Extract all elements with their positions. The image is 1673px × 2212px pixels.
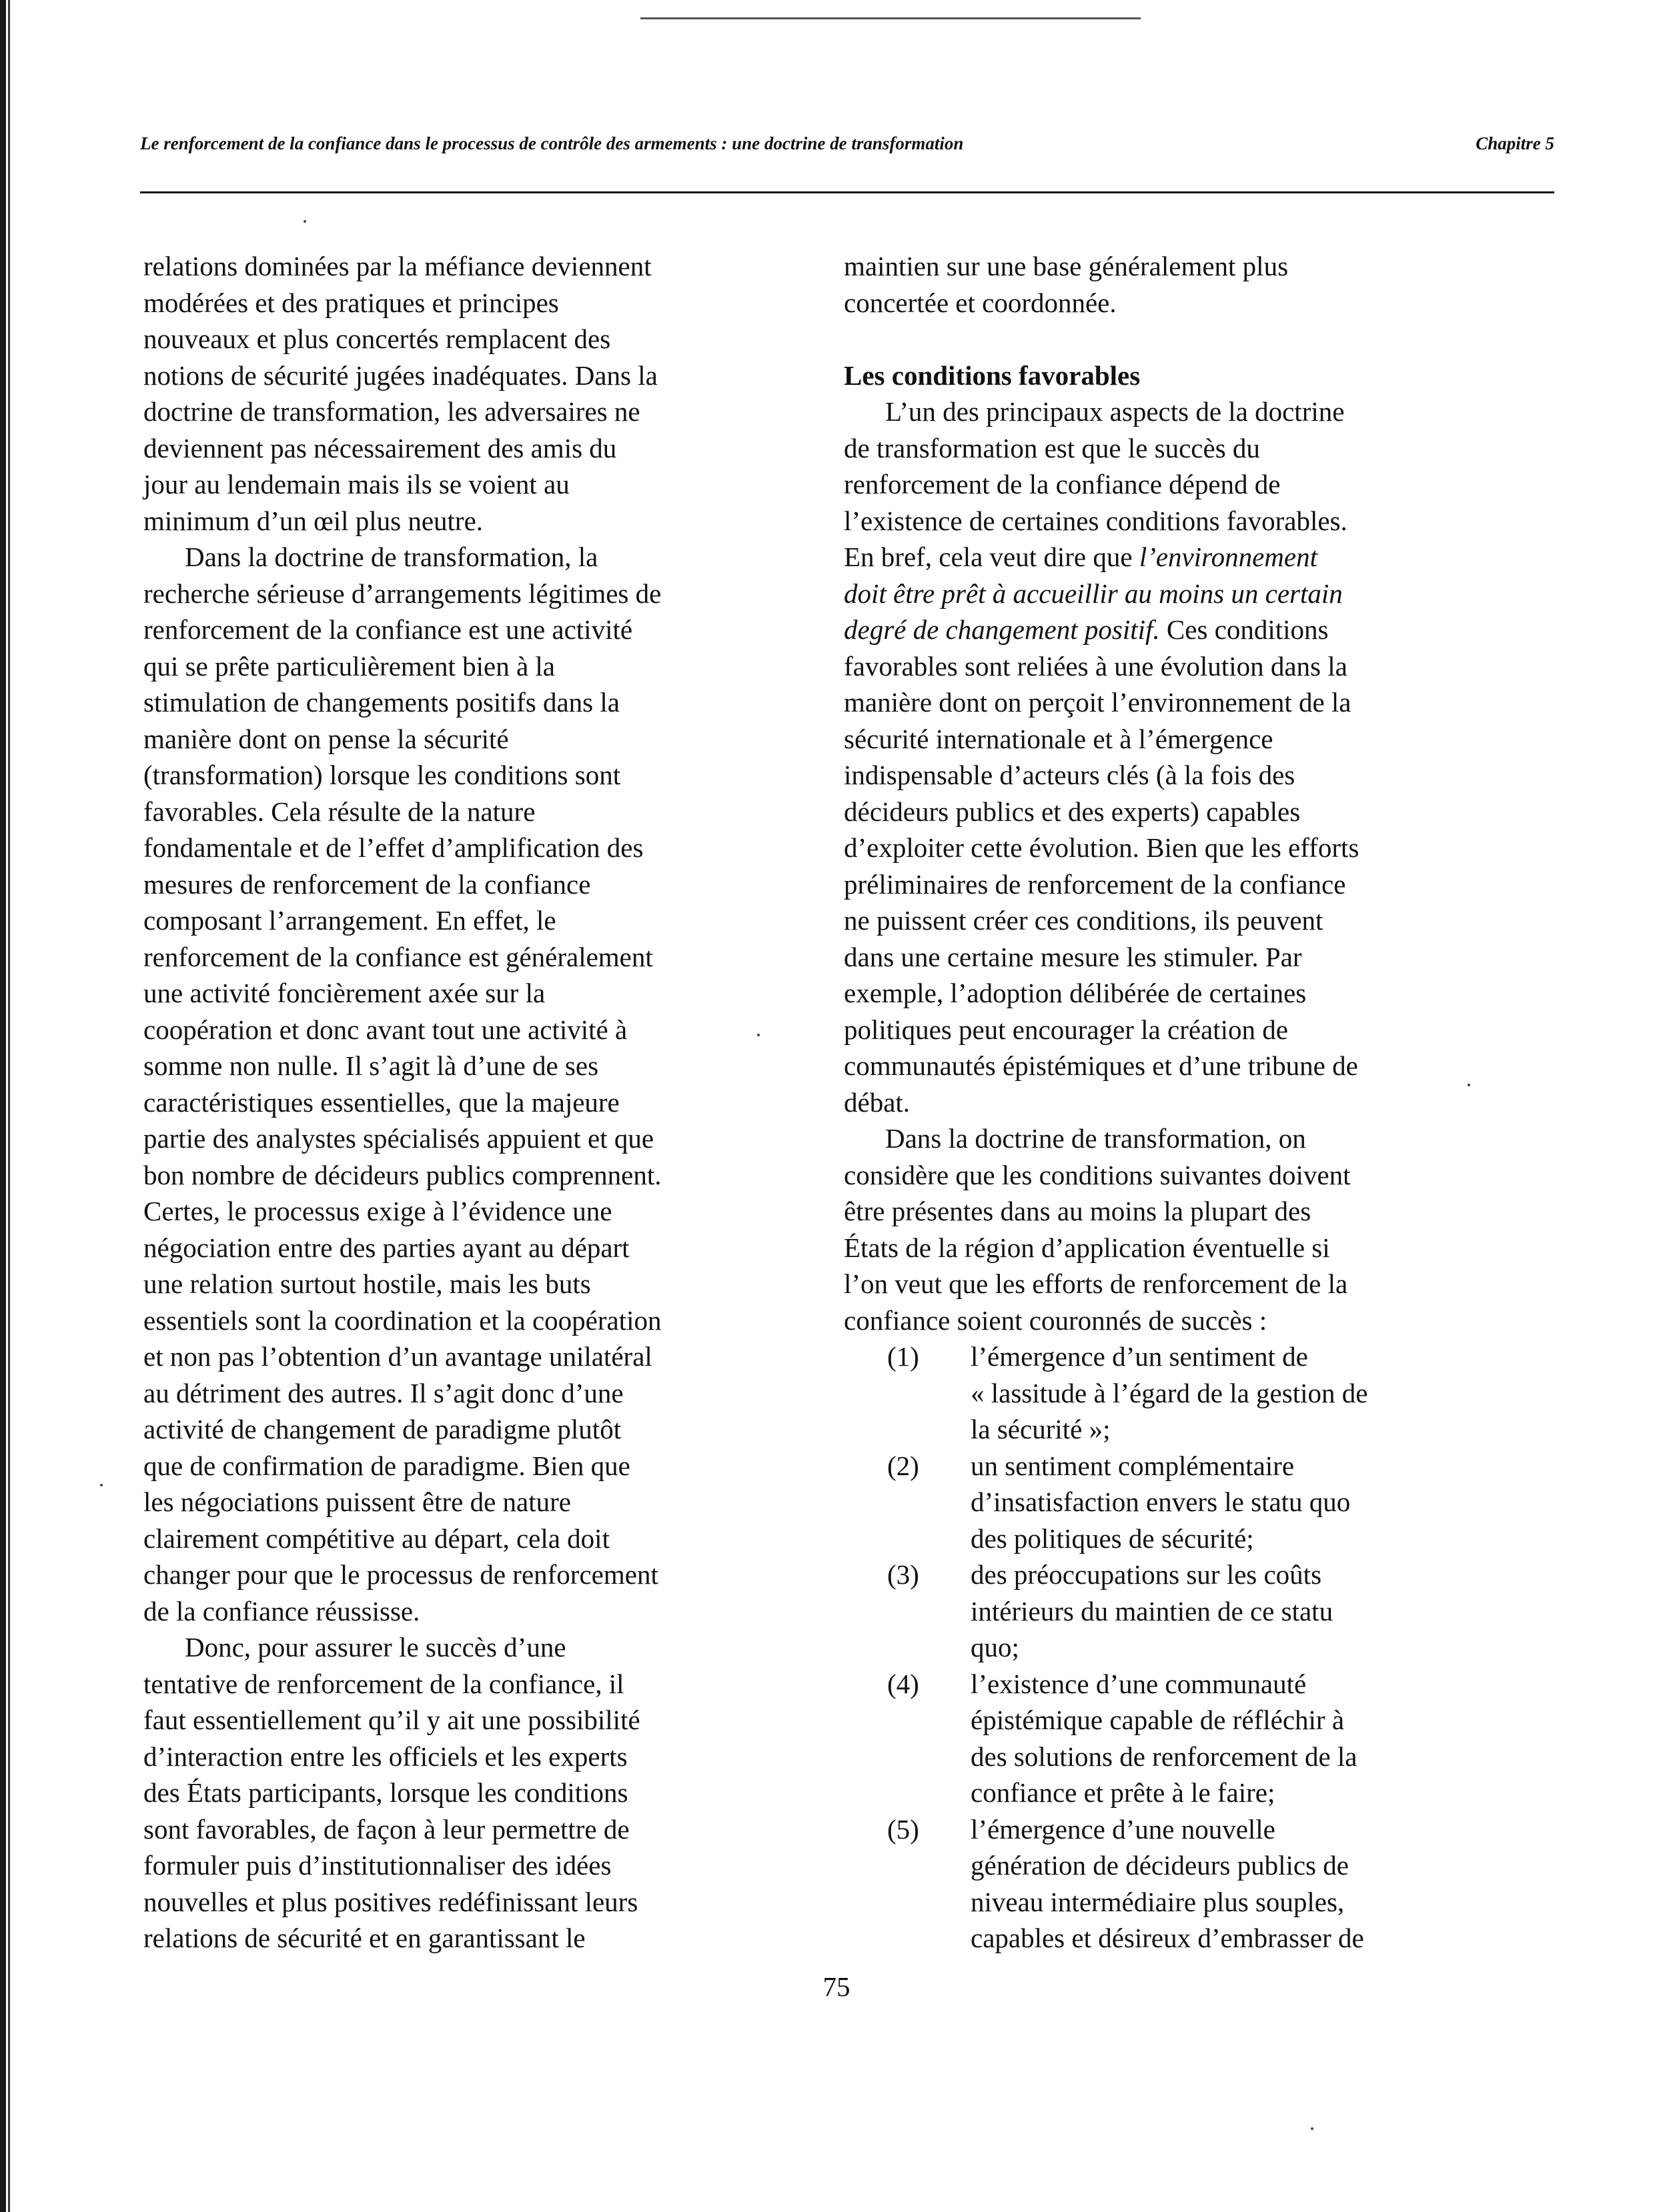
list-item (844, 1666, 1464, 1811)
emphasis-text: degré de changement positif. (844, 614, 1160, 645)
list-row (844, 1338, 1464, 1375)
list-text: des solutions de renforcement de la (971, 1741, 1357, 1772)
text-line: communautés épistémiques et d’une tribune de (844, 1050, 1358, 1081)
text-line: clairement compétitive au départ, cela doit (143, 1522, 610, 1554)
text-line: renforcement de la confiance est une activité (143, 614, 633, 645)
running-header-chapter: Chapitre 5 (1476, 133, 1554, 153)
list-text: niveau intermédiaire plus souples, (971, 1886, 1345, 1917)
text-line: l’existence de certaines conditions favorables. (844, 505, 1347, 536)
text-line: sont favorables, de façon à leur permettre de (143, 1813, 630, 1845)
text-line: stimulation de changements positifs dans la (143, 687, 620, 718)
text-line: et non pas l’obtention d’un avantage unilatéral (143, 1341, 652, 1372)
text-line: sécurité internationale et à l’émergence (844, 723, 1273, 754)
list-text: quo; (971, 1632, 1019, 1663)
list-row (844, 1484, 1464, 1520)
text-line: nouvelles et plus positives redéfinissant leurs (143, 1886, 638, 1917)
list-row (844, 1847, 1464, 1884)
list-text: l’émergence d’un sentiment de (971, 1341, 1308, 1372)
conditions-list (844, 1338, 1464, 1957)
right-column (844, 248, 1464, 1957)
text-line: politiques peut encourager la création de (844, 1014, 1288, 1045)
text-line: préliminaires de renforcement de la confiance (844, 868, 1346, 900)
text-line: composant l’arrangement. En effet, le (143, 905, 556, 936)
text-line: faut essentiellement qu’il y ait une possibilité (143, 1705, 640, 1735)
text-line: Donc, pour assurer le succès d’une (185, 1632, 566, 1663)
text-line: Dans la doctrine de transformation, on (885, 1123, 1306, 1154)
list-text: l’existence d’une communauté (971, 1668, 1307, 1699)
text-line: nouveaux et plus concertés remplacent des (143, 323, 611, 354)
list-item (844, 1556, 1464, 1666)
text-line (844, 612, 1464, 648)
text-line: doctrine de transformation, les adversaires ne (143, 396, 640, 427)
list-row (844, 1593, 1464, 1630)
text-line: les négociations puissent être de nature (143, 1486, 571, 1517)
page-number: 75 (822, 1971, 851, 2002)
list-row (844, 1556, 1464, 1593)
text-line: Certes, le processus exige à l’évidence une (143, 1196, 612, 1226)
list-text: confiance et prête à le faire; (971, 1777, 1275, 1808)
text-line: l’on veut que les efforts de renforcement de la (844, 1268, 1348, 1299)
scan-speck (100, 1484, 103, 1486)
text-line: considère que les conditions suivantes doivent (844, 1159, 1351, 1190)
list-row (844, 1520, 1464, 1557)
text-line: favorables sont reliées à une évolution dans la (844, 650, 1347, 682)
scan-speck (304, 220, 306, 223)
text-line: (transformation) lorsque les conditions sont (143, 760, 621, 790)
text-line: partie des analystes spécialisés appuient et que (143, 1123, 654, 1154)
paragraph (844, 1120, 1464, 1338)
list-row (844, 1775, 1464, 1811)
list-row (844, 1448, 1464, 1484)
list-item (844, 1448, 1464, 1557)
text-line: des États participants, lorsque les conditions (143, 1777, 628, 1808)
list-number: (1) (887, 1341, 919, 1372)
list-text: épistémique capable de réfléchir à (971, 1705, 1345, 1735)
section-heading: Les conditions favorables (844, 359, 1141, 391)
text-line: négociation entre des parties ayant au départ (143, 1232, 630, 1263)
text-line: manière dont on pense la sécurité (143, 723, 509, 754)
text-line: exemple, l’adoption délibérée de certaines (844, 978, 1307, 1008)
list-text: des politiques de sécurité; (971, 1522, 1254, 1554)
text-line: caractéristiques essentielles, que la majeure (143, 1086, 620, 1118)
text-line: d’interaction entre les officiels et les experts (143, 1741, 628, 1772)
text-line: décideurs publics et des experts) capables (844, 796, 1301, 827)
list-row (844, 1811, 1464, 1848)
text-line: tentative de renforcement de la confiance, il (143, 1668, 624, 1699)
scan-speck (757, 1034, 760, 1036)
text-line: Dans la doctrine de transformation, la (185, 541, 598, 572)
text-run: En bref, cela veut dire que (844, 541, 1139, 572)
header-rule (140, 191, 1554, 193)
text-line: États de la région d’application éventuelle si (844, 1232, 1330, 1263)
text-line: bon nombre de décideurs publics comprennent. (143, 1159, 662, 1190)
list-text: capables et désireux d’embrasser de (971, 1923, 1364, 1953)
scan-speck (1311, 2127, 1313, 2130)
text-line: L’un des principaux aspects de la doctrine (885, 396, 1345, 427)
text-line: relations dominées par la méfiance deviennent (143, 251, 652, 281)
text-line: formuler puis d’institutionnaliser des idées (143, 1850, 612, 1881)
text-line: d’exploiter cette évolution. Bien que les efforts (844, 832, 1359, 863)
paragraph (143, 1629, 757, 1957)
emphasis-text: l’environnement (1139, 541, 1317, 572)
text-line: essentiels sont la coordination et la coopération (143, 1304, 662, 1336)
text-line: manière dont on perçoit l’environnement de la (844, 687, 1351, 718)
text-line: mesures de renforcement de la confiance (143, 868, 591, 900)
text-line: maintien sur une base généralement plus (844, 251, 1289, 281)
list-row (844, 1375, 1464, 1412)
list-text: « lassitude à l’égard de la gestion de (971, 1377, 1368, 1408)
text-line: qui se prête particulièrement bien à la (143, 650, 556, 682)
list-row (844, 1884, 1464, 1921)
text-line: activité de changement de paradigme plutôt (143, 1414, 622, 1444)
list-row (844, 1411, 1464, 1448)
emphasis-text: doit être prêt à accueillir au moins un certain (844, 578, 1343, 609)
list-number: (4) (887, 1668, 919, 1699)
text-line: dans une certaine mesure les stimuler. Par (844, 941, 1302, 972)
top-rule (640, 17, 1141, 19)
text-line: une activité foncièrement axée sur la (143, 978, 546, 1008)
text-line: jour au lendemain mais ils se voient au (143, 469, 570, 499)
text-line: fondamentale et de l’effet d’amplification des (143, 832, 644, 863)
list-text: génération de décideurs publics de (971, 1850, 1349, 1881)
text-line: minimum d’un œil plus neutre. (143, 505, 484, 536)
paragraph-gap (844, 321, 1464, 357)
list-text: un sentiment complémentaire (971, 1450, 1295, 1481)
paragraph (844, 248, 1464, 321)
text-line: renforcement de la confiance est généralement (143, 941, 653, 972)
text-line: ne puissent créer ces conditions, ils peuvent (844, 905, 1323, 936)
text-line: de transformation est que le succès du (844, 432, 1260, 463)
scan-edge-border (0, 0, 12, 2212)
list-item (844, 1338, 1464, 1448)
text-line: concertée et coordonnée. (844, 287, 1117, 318)
text-line: coopération et donc avant tout une activité à (143, 1014, 628, 1045)
text-line: que de confirmation de paradigme. Bien que (143, 1450, 630, 1481)
list-row (844, 1739, 1464, 1775)
text-line: somme non nulle. Il s’agit là d’une de ses (143, 1050, 599, 1081)
text-line: modérées et des pratiques et principes (143, 287, 559, 318)
text-line: débat. (844, 1086, 911, 1118)
text-line: au détriment des autres. Il s’agit donc d’une (143, 1377, 624, 1408)
text-line: recherche sérieuse d’arrangements légitimes de (143, 578, 662, 609)
text-line: une relation surtout hostile, mais les buts (143, 1268, 591, 1299)
list-row (844, 1920, 1464, 1957)
left-column (143, 248, 757, 1957)
text-line: relations de sécurité et en garantissant le (143, 1923, 586, 1953)
list-row (844, 1702, 1464, 1739)
text-line: de la confiance réussisse. (143, 1595, 420, 1626)
text-line: deviennent pas nécessairement des amis du (143, 432, 617, 463)
text-line: changer pour que le processus de renforcement (143, 1559, 658, 1590)
text-line: confiance soient couronnés de succès : (844, 1304, 1267, 1336)
paragraph (143, 539, 757, 1629)
list-text: intérieurs du maintien de ce statu (971, 1595, 1333, 1626)
list-item (844, 1811, 1464, 1957)
running-header-title: Le renforcement de la confiance dans le processus de contrôle des armements : une doctrine de transformation (140, 133, 964, 153)
text-line: notions de sécurité jugées inadéquates. Dans la (143, 359, 658, 391)
text-line: être présentes dans au moins la plupart des (844, 1196, 1311, 1226)
list-text: des préoccupations sur les coûts (971, 1559, 1322, 1590)
scan-speck (1468, 1084, 1470, 1086)
list-row (844, 1629, 1464, 1666)
list-text: l’émergence d’une nouvelle (971, 1813, 1275, 1845)
list-row (844, 1666, 1464, 1703)
list-text: la sécurité »; (971, 1414, 1111, 1444)
text-run: Ces conditions (1159, 614, 1329, 645)
text-line: favorables. Cela résulte de la nature (143, 796, 536, 827)
list-number: (5) (887, 1813, 919, 1845)
text-line: renforcement de la confiance dépend de (844, 469, 1281, 499)
text-line (844, 539, 1464, 576)
list-text: d’insatisfaction envers le statu quo (971, 1486, 1351, 1517)
text-line: indispensable d’acteurs clés (à la fois des (844, 760, 1295, 790)
running-header (140, 133, 1554, 167)
paragraph (844, 393, 1464, 1120)
list-number: (3) (887, 1559, 919, 1590)
paragraph (143, 248, 757, 539)
list-number: (2) (887, 1450, 919, 1481)
